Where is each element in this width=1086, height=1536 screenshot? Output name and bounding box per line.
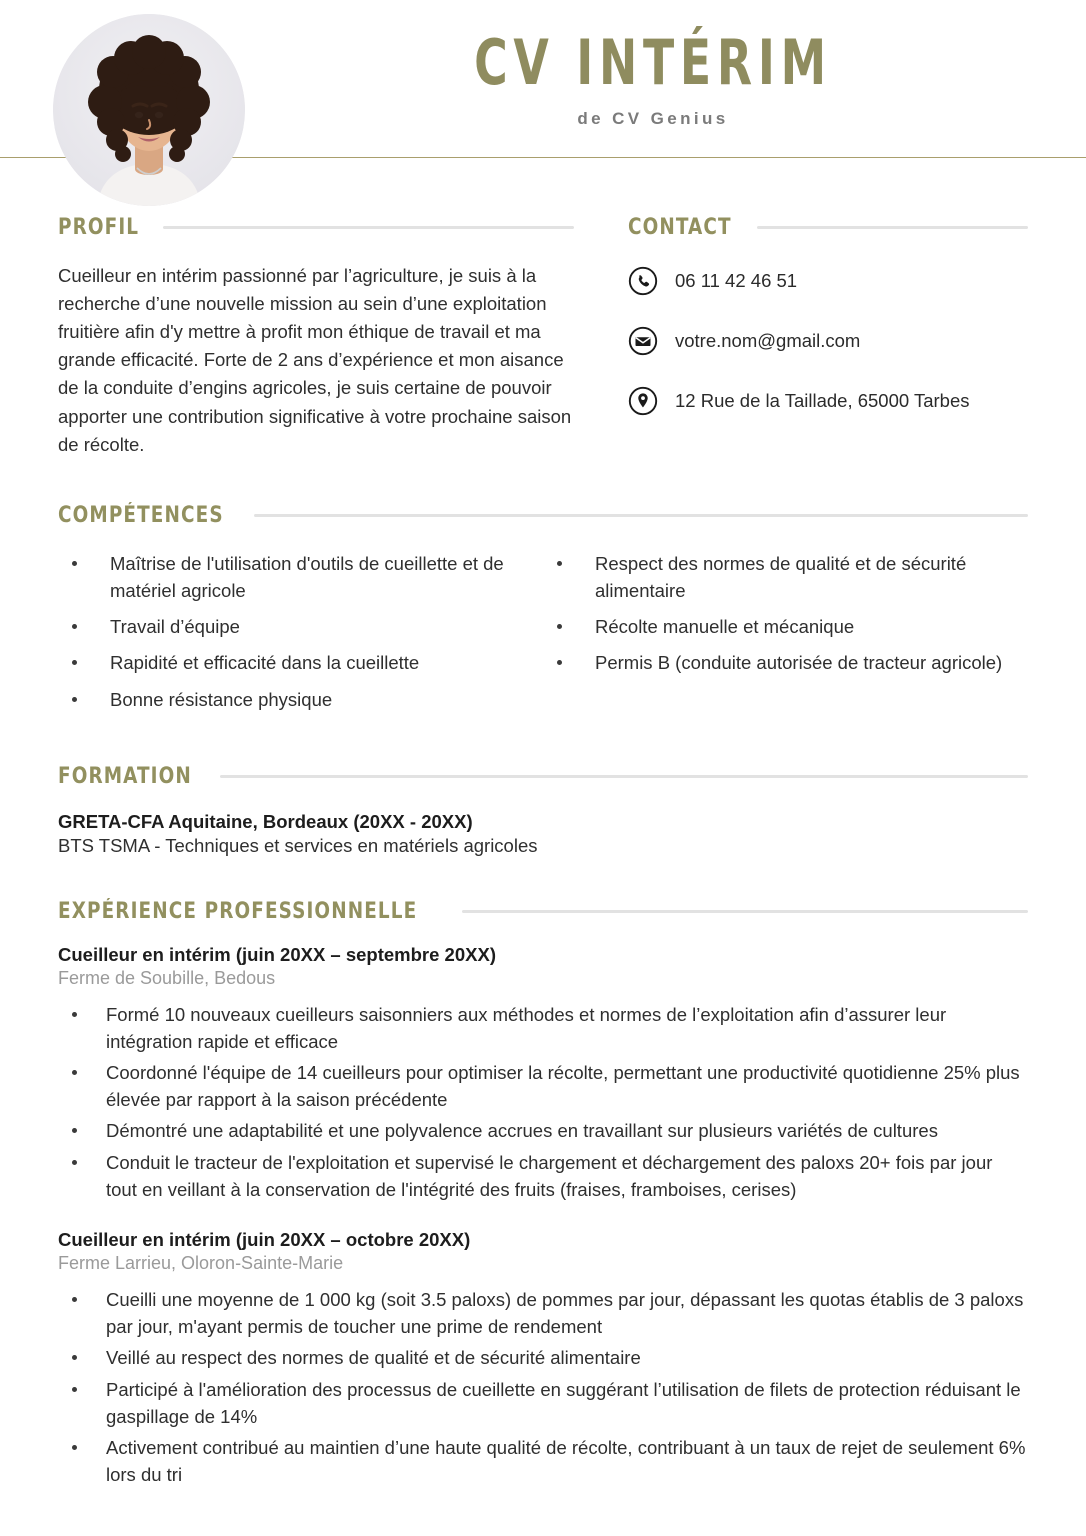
experience-entry [58,944,1028,1203]
list-item: Démontré une adaptabilité et une polyvalence accrues en travaillant sur plusieurs variétés de cultures [58,1117,1028,1144]
profile-section-head [58,215,574,240]
job-bullets [58,1001,1028,1203]
education-section [58,764,1028,857]
heading-rule [163,226,574,229]
education-school: GRETA-CFA Aquitaine, Bordeaux (20XX - 20XX) [58,810,473,832]
phone-icon [628,266,658,296]
list-item: Coordonné l'équipe de 14 cueilleurs pour optimiser la récolte, permettant une productivité quotidienne 25% plus élevée par rapport à la saison précédente [58,1059,1028,1113]
list-item: Participé à l'amélioration des processus de cueillette en suggérant l’utilisation de filets de protection réduisant le gaspillage de 14% [58,1376,1028,1430]
profile-section [58,215,574,459]
experience-section [58,899,1028,1489]
skills-heading: COMPÉTENCES [58,502,224,528]
phone-value: 06 11 42 46 51 [675,270,798,291]
job-bullets [58,1286,1028,1488]
avatar [53,14,245,206]
education-section-head [58,764,1028,789]
title-block [260,26,1046,129]
list-item: Veillé au respect des normes de qualité et de sécurité alimentaire [58,1344,1028,1371]
skills-column-right [543,550,1028,722]
list-item: Formé 10 nouveaux cueilleurs saisonniers aux méthodes et normes de l’exploitation afin d’assurer leur intégration rapide et efficace [58,1001,1028,1055]
contact-section-head [628,215,1028,240]
list-item: Respect des normes de qualité et de sécurité alimentaire [543,550,1028,604]
education-degree: BTS TSMA - Techniques et services en matériels agricoles [58,834,538,856]
skills-columns [58,550,1028,722]
education-entry [58,811,1028,857]
skills-column-left [58,550,543,722]
list-item: Activement contribué au maintien d’une haute qualité de récolte, contribuant à un taux de rejet de seulement 6% lors du tri [58,1434,1028,1488]
resume-body [0,215,1086,1488]
address-value: 12 Rue de la Taillade, 65000 Tarbes [675,390,970,411]
list-item: Rapidité et efficacité dans la cueillette [58,649,543,676]
job-title: Cueilleur en intérim (juin 20XX – octobre 20XX) [58,1229,471,1251]
top-columns [58,215,1028,459]
job-employer: Ferme de Soubille, Bedous [58,967,276,988]
list-item: Permis B (conduite autorisée de tracteur agricole) [543,649,1028,676]
location-pin-icon [628,386,658,416]
skills-list-right [543,550,1028,677]
heading-rule [462,910,1028,913]
heading-rule [254,514,1028,517]
list-item: Conduit le tracteur de l'exploitation et supervisé le chargement et déchargement des paloxs 20+ fois par jour tout en veillant à la conservation de l'intégrité des fruits (fraises, framboises, cerises) [58,1149,1028,1203]
job-employer: Ferme Larrieu, Oloron-Sainte-Marie [58,1253,344,1274]
education-heading: FORMATION [58,763,192,789]
contact-item-phone[interactable] [628,266,1028,296]
skills-section-head [58,503,1028,528]
experience-section-head [58,899,1028,924]
portrait-illustration [53,14,245,206]
contact-item-email[interactable] [628,326,1028,356]
experience-heading: EXPÉRIENCE PROFESSIONNELLE [58,898,418,924]
heading-rule [757,226,1028,229]
contact-heading: CONTACT [628,215,732,240]
page-title: CV INTÉRIM [474,26,832,99]
list-item: Travail d’équipe [58,613,543,640]
job-title: Cueilleur en intérim (juin 20XX – septembre 20XX) [58,943,496,965]
email-icon [628,326,658,356]
resume-header [0,0,1086,215]
contact-list [628,266,1028,416]
email-value: votre.nom@gmail.com [675,330,861,351]
skills-list-left [58,550,543,713]
profile-heading: PROFIL [58,215,140,240]
list-item: Bonne résistance physique [58,686,543,713]
list-item: Cueilli une moyenne de 1 000 kg (soit 3.5 paloxs) de pommes par jour, dépassant les quotas établis de 3 paloxs par jour, m'ayant permis de toucher une prime de rendement [58,1286,1028,1340]
list-item: Récolte manuelle et mécanique [543,613,1028,640]
contact-section [574,215,1028,459]
heading-rule [220,775,1028,778]
experience-entry [58,1229,1028,1488]
list-item: Maîtrise de l'utilisation d'outils de cueillette et de matériel agricole [58,550,543,604]
page-subtitle: de CV Genius [577,109,729,129]
skills-section [58,503,1028,722]
contact-item-address[interactable] [628,386,1028,416]
profile-text: Cueilleur en intérim passionné par l’agriculture, je suis à la recherche d’une nouvelle mission au sein d’une exploitation fruitière afin d'y mettre à profit mon éthique de travail et ma grande efficacité. Forte de 2 ans d’expérience et mon aisance de la conduite d’engins agricoles, je suis certaine de pouvoir apporter une contribution significative à votre prochaine saison de récolte. [58,265,572,455]
